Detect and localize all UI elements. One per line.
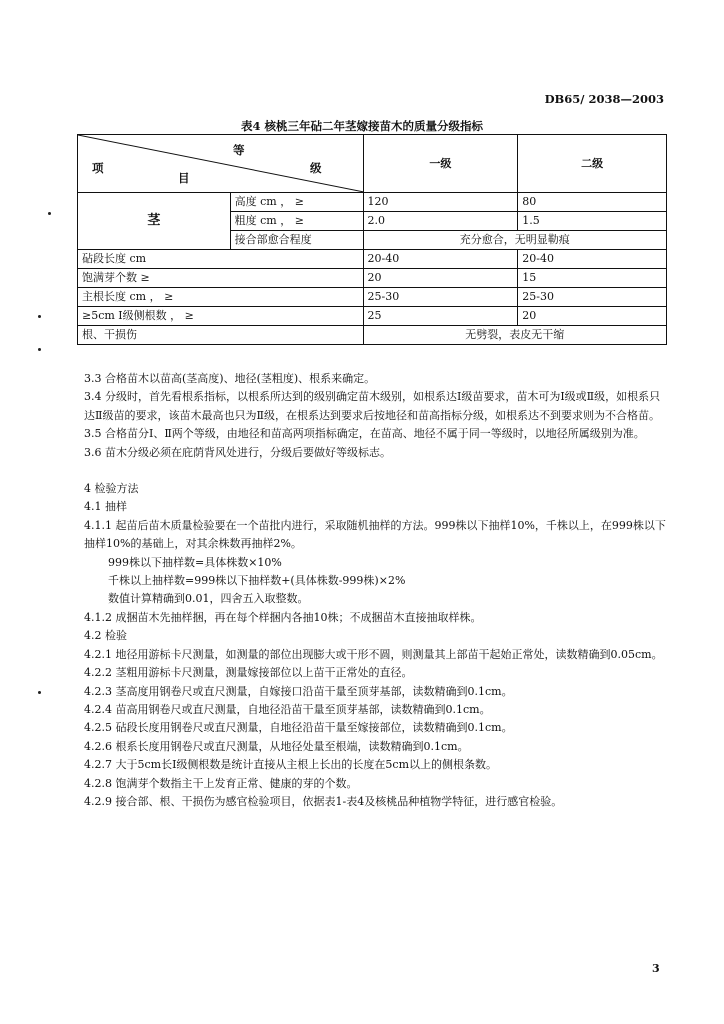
- table-header-row: [78, 135, 667, 193]
- section-4-heading: 4 检验方法: [84, 482, 139, 496]
- table-row: [78, 326, 667, 345]
- row-grade1: 25: [363, 307, 518, 326]
- row-merged-value: 无劈裂，表皮无干缩: [363, 326, 666, 345]
- clause-4-2-8: 4.2.8 饱满芽个数指主干上发育正常、健康的芽的个数。: [84, 776, 358, 790]
- scan-speck: [38, 348, 41, 351]
- diagonal-header-cell: [78, 135, 364, 193]
- row-grade1: 20: [363, 269, 518, 288]
- row-grade2: 1.5: [518, 212, 667, 231]
- clause-4-2-6: 4.2.6 根系长度用钢卷尺或直尺测量，从地径处量至根端，读数精确到0.1cm。: [84, 739, 469, 753]
- row-item: 砧段长度 cm: [78, 250, 364, 269]
- row-item: 高度 cm ， ≥: [230, 193, 363, 212]
- clause-4-2-7: 4.2.7 大于5cm长Ⅰ级侧根数是统计直接从主根上长出的长度在5cm以上的侧根条数。: [84, 758, 498, 772]
- grade2-header: 二级: [518, 135, 667, 193]
- row-grade1: 2.0: [363, 212, 518, 231]
- body-text: [84, 370, 668, 811]
- clause-4-1: 4.1 抽样: [84, 500, 127, 514]
- page-number: 3: [652, 962, 660, 975]
- row-grade1: 120: [363, 193, 518, 212]
- clause-4-2-1: 4.2.1 地径用游标卡尺测量，如测量的部位出现膨大或干形不圆，则测量其上部苗干起始正常处，读数精确到0.05cm。: [84, 647, 663, 661]
- table-row: [78, 250, 667, 269]
- document-code: DB65/ 2038—2003: [544, 92, 664, 106]
- header-mu: 目: [178, 171, 190, 185]
- row-item: 根、干损伤: [78, 326, 364, 345]
- row-item: 粗度 cm ， ≥: [230, 212, 363, 231]
- row-grade2: 25-30: [518, 288, 667, 307]
- clause-3-5: 3.5 合格苗分Ⅰ、Ⅱ两个等级，由地径和苗高两项指标确定，在苗高、地径不属于同一等级时，以地径所属级别为准。: [84, 427, 645, 441]
- stem-label: 茎: [78, 193, 231, 250]
- row-grade2: 20: [518, 307, 667, 326]
- formula-2: 千株以上抽样数=999株以下抽样数+(具体株数-999株)×2%: [108, 574, 406, 588]
- clause-4-1-1: 4.1.1 起苗后苗木质量检验要在一个苗批内进行，采取随机抽样的方法。999株以下抽样10%，千株以上，在999株以下抽样10%的基础上，对其余株数再抽样2%。: [84, 518, 666, 551]
- header-deng: 等: [233, 143, 245, 157]
- clause-4-2-9: 4.2.9 接合部、根、干损伤为感官检验项目，依据表1-表4及核桃品种植物学特征，进行感官检验。: [84, 794, 563, 808]
- row-grade2: 15: [518, 269, 667, 288]
- row-item: 饱满芽个数 ≥: [78, 269, 364, 288]
- table-caption: 表4 核桃三年砧二年茎嫁接苗木的质量分级指标: [240, 119, 483, 133]
- scan-speck: [38, 691, 41, 694]
- table-row: [78, 307, 667, 326]
- row-grade2: 20-40: [518, 250, 667, 269]
- clause-4-2-5: 4.2.5 砧段长度用钢卷尺或直尺测量，自地径沿苗干量至嫁接部位，读数精确到0.1cm。: [84, 721, 513, 735]
- row-grade1: 25-30: [363, 288, 518, 307]
- header-ji: 级: [310, 161, 322, 175]
- row-item: 接合部愈合程度: [230, 231, 363, 250]
- clause-4-2-2: 4.2.2 茎粗用游标卡尺测量，测量嫁接部位以上苗干正常处的直径。: [84, 666, 413, 680]
- grade1-header: 一级: [363, 135, 518, 193]
- scan-speck: [38, 315, 41, 318]
- clause-3-6: 3.6 苗木分级必须在庇荫背风处进行，分级后要做好等级标志。: [84, 445, 391, 459]
- clause-4-1-2: 4.1.2 成捆苗木先抽样捆，再在每个样捆内各抽10株；不成捆苗木直接抽取样株。: [84, 610, 482, 624]
- clause-4-2-4: 4.2.4 苗高用钢卷尺或直尺测量，自地径沿苗干量至顶芽基部，读数精确到0.1cm。: [84, 702, 491, 716]
- clause-4-2-3: 4.2.3 茎高度用钢卷尺或直尺测量，自嫁接口沿苗干量至顶芽基部，读数精确到0.1cm。: [84, 684, 513, 698]
- clause-3-4: 3.4 分级时，首先看根系指标，以根系所达到的级别确定苗木级别，如根系达Ⅰ级苗要求，苗木可为Ⅰ级或Ⅱ级，如根系只达Ⅱ级苗的要求，该苗木最高也只为Ⅱ级，在根系达到要求后按地径和苗高指标分级，如根系达不到要求则为不合格苗。: [84, 390, 661, 422]
- formula-3: 数值计算精确到0.01，四舍五入取整数。: [108, 592, 309, 606]
- header-xiang: 项: [92, 161, 104, 175]
- scan-speck: [48, 212, 51, 215]
- clause-4-2: 4.2 检验: [84, 629, 127, 643]
- row-grade1: 20-40: [363, 250, 518, 269]
- grading-table: [77, 134, 667, 345]
- row-grade2: 80: [518, 193, 667, 212]
- table-row: [78, 288, 667, 307]
- row-item: 主根长度 cm ， ≥: [78, 288, 364, 307]
- table-row: [78, 193, 667, 212]
- formula-1: 999株以下抽样数=具体株数×10%: [108, 555, 282, 569]
- row-item: ≥5cm Ⅰ级侧根数 ， ≥: [78, 307, 364, 326]
- row-merged-value: 充分愈合，无明显勒痕: [363, 231, 666, 250]
- clause-3-3: 3.3 合格苗木以苗高(茎高度)、地径(茎粗度)、根系来确定。: [84, 372, 376, 385]
- table-row: [78, 269, 667, 288]
